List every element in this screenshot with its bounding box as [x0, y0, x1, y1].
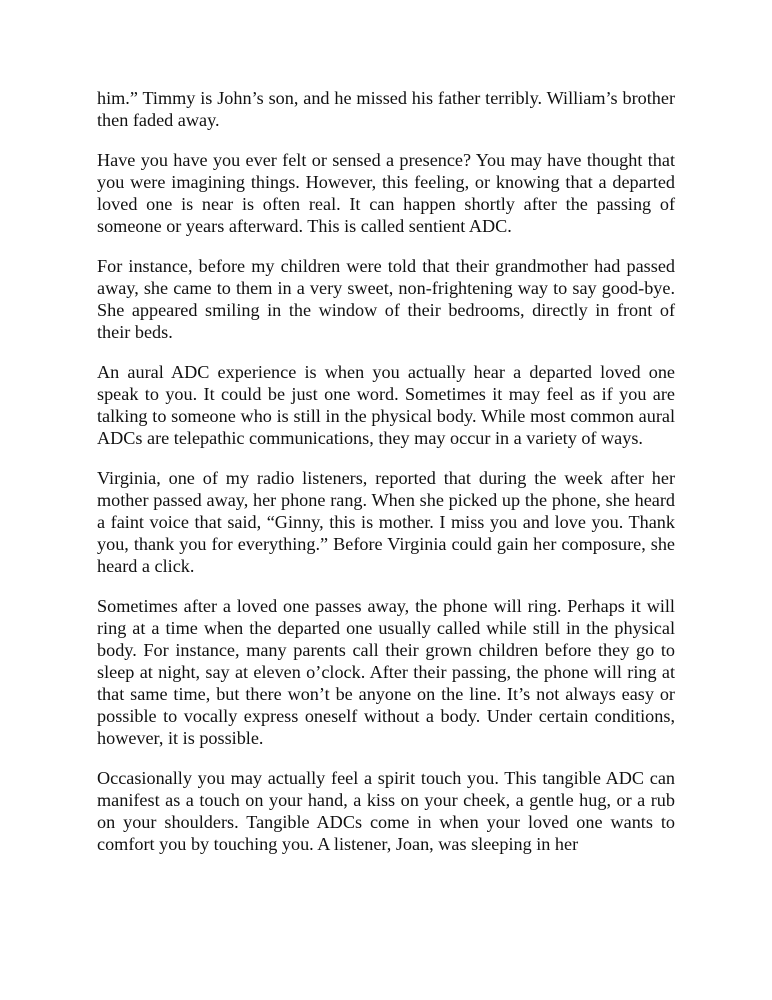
paragraph: Have you have you ever felt or sensed a presence? You may have thought that you were imagining things. However, this feeling, or knowing that a departed loved one is near is often real. It can happen shortly after the passing of someone or years afterward. This is called sentient ADC. — [97, 150, 675, 236]
paragraph: An aural ADC experience is when you actually hear a departed loved one speak to you. It could be just one word. Sometimes it may feel as if you are talking to someone who is still in the physical body. While most common aural ADCs are telepathic communications, they may occur in a variety of ways. — [97, 362, 675, 448]
paragraph: Occasionally you may actually feel a spirit touch you. This tangible ADC can manifest as a touch on your hand, a kiss on your cheek, a gentle hug, or a rub on your shoulders. Tangible ADCs come in when your loved one wants to comfort you by touching you. A listener, Joan, was sleeping in her — [97, 768, 675, 854]
paragraph: Virginia, one of my radio listeners, reported that during the week after her mother passed away, her phone rang. When she picked up the phone, she heard a faint voice that said, “Ginny, this is mother. I miss you and love you. Thank you, thank you for everything.” Before Virginia could gain her composure, she heard a click. — [97, 468, 675, 576]
paragraph: Sometimes after a loved one passes away, the phone will ring. Perhaps it will ring at a time when the departed one usually called while still in the physical body. For instance, many parents call their grown children before they go to sleep at night, say at eleven o’clock. After their passing, the phone will ring at that same time, but there won’t be anyone on the line. It’s not always easy or possible to vocally express oneself without a body. Under certain conditions, however, it is possible. — [97, 596, 675, 748]
paragraph: For instance, before my children were told that their grandmother had passed away, she came to them in a very sweet, non-frightening way to say good-bye. She appeared smiling in the window of their bedrooms, directly in front of their beds. — [97, 256, 675, 342]
body-text — [97, 87, 675, 873]
paragraph: him.” Timmy is John’s son, and he missed his father terribly. William’s brother then faded away. — [97, 88, 675, 130]
